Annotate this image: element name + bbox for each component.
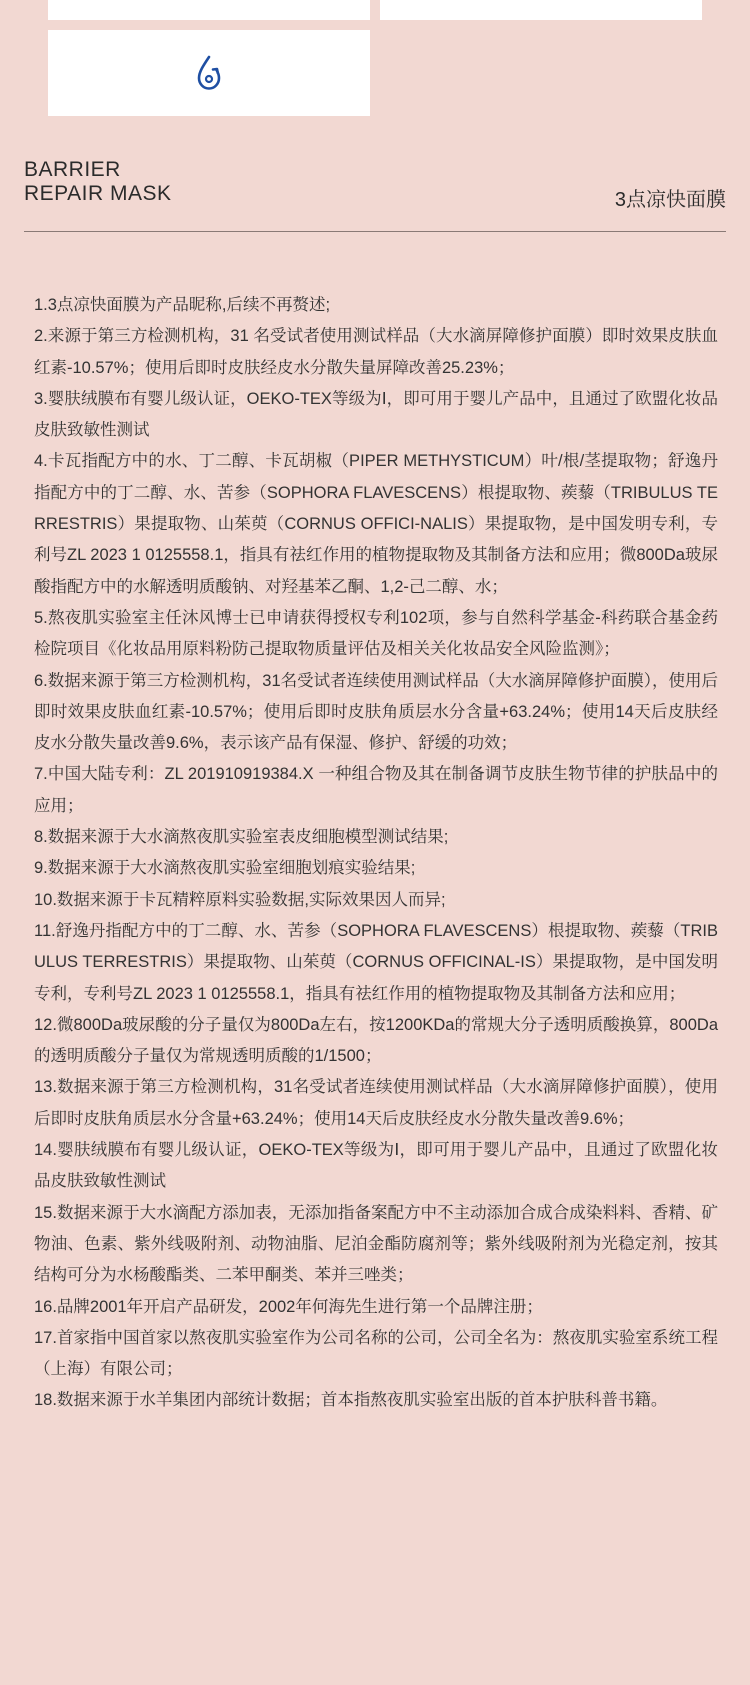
water-drop-refresh-icon xyxy=(194,54,224,92)
product-card-top-right xyxy=(380,0,702,20)
footnote-item: 8.数据来源于大水滴熬夜肌实验室表皮细胞模型测试结果; xyxy=(34,828,449,847)
footnote-item: 14.婴肤绒膜布有婴儿级认证，OEKO-TEX等级为Ⅰ，即可用于婴儿产品中，且通过了欧盟化妆品皮肤致敏性测试 xyxy=(34,1141,718,1191)
product-name: 3点凉快面膜 xyxy=(614,189,726,211)
footnote-item: 5.熬夜肌实验室主任沐风博士已申请获得授权专利102项，参与自然科学基金-科药联合基金药检院项目《化妆品用原料粉防己提取物质量评估及相关关化妆品安全风险监测》； xyxy=(34,608,718,659)
footnote-item: 12.微800Da玻尿酸的分子量仅为800Da左右，按1200KDa的常规大分子透明质酸换算，800Da的透明质酸分子量仅为常规透明质酸的1/1500； xyxy=(34,1015,718,1066)
footnote-item: 1.3点凉快面膜为产品昵称,后续不再赘述; xyxy=(34,296,331,314)
footnote-item: 11.舒逸丹指配方中的丁二醇、水、苦参（SOPHORA FLAVESCENS）根提取物、蒺藜（TRIBULUS TERRESTRIS）果提取物、山茱萸（CORNUS OFFICINAL-IS）果提取物，是中国发明专利，专利号ZL 2023 1 0125558.1，指具有祛红作用的植物提取物及其制备方法和应用； xyxy=(34,921,718,1003)
brand-title-line1: BARRIER xyxy=(24,158,121,181)
footnote-item: 13.数据来源于第三方检测机构，31名受试者连续使用测试样品（大水滴屏障修护面膜），使用后即时皮肤角质层水分含量+63.24%；使用14天后皮肤经皮水分散失量改善9.6%； xyxy=(34,1078,718,1128)
brand-title-line2: REPAIR MASK xyxy=(24,182,172,205)
footnote-item: 16.品牌2001年开启产品研发，2002年何海先生进行第一个品牌注册； xyxy=(34,1297,543,1316)
footnote-item: 4.卡瓦指配方中的水、丁二醇、卡瓦胡椒（PIPER METHYSTICUM）叶/根/茎提取物；舒逸丹指配方中的丁二醇、水、苦参（SOPHORA FLAVESCENS）根提取物、蒺藜（TRIBULUS TERRESTRIS）果提取物、山茱萸（CORNUS OFFICI-NALIS）果提取物，是中国发明专利，专利号ZL 2023 1 0125558.1，指具有祛红作用的植物提取物及其制备方法和应用；微800Da玻尿酸指配方中的水解透明质酸钠、对羟基苯乙酮、1,2-己二醇、水； xyxy=(34,452,718,596)
footnote-item: 17.首家指中国首家以熬夜肌实验室作为公司名称的公司，公司全名为：熬夜肌实验室系统工程（上海）有限公司； xyxy=(34,1328,718,1379)
footnote-item: 3.婴肤绒膜布有婴儿级认证，OEKO-TEX等级为Ⅰ，即可用于婴儿产品中，且通过了欧盟化妆品皮肤致敏性测试 xyxy=(34,389,718,440)
footnote-item: 9.数据来源于大水滴熬夜肌实验室细胞划痕实验结果; xyxy=(34,859,416,878)
footnote-item: 6.数据来源于第三方检测机构，31名受试者连续使用测试样品（大水滴屏障修护面膜），使用后即时效果皮肤血红素-10.57%；使用后即时皮肤角质层水分含量+63.24%；使用14天后皮肤经皮水分散失量改善9.6%，表示该产品有保湿、修护、舒缓的功效； xyxy=(34,671,718,753)
brand-title xyxy=(24,158,171,206)
product-card-top-left xyxy=(48,0,370,20)
footnote-item: 2.来源于第三方检测机构，31 名受试者使用测试样品（大水滴屏障修护面膜）即时效果皮肤血红素-10.57%；使用后即时皮肤经皮水分散失量屏障改善25.23%； xyxy=(34,327,718,377)
footnotes-list xyxy=(34,290,718,1417)
product-card-icon xyxy=(48,30,370,116)
header-divider xyxy=(24,231,726,232)
footnote-item: 7.中国大陆专利：ZL 201910919384.X 一种组合物及其在制备调节皮肤生物节律的护肤品中的应用； xyxy=(34,765,718,815)
footnote-item: 15.数据来源于大水滴配方添加表，无添加指备案配方中不主动添加合成合成染料料、香精、矿物油、色素、紫外线吸附剂、动物油脂、尼泊金酯防腐剂等；紫外线吸附剂为光稳定剂，按其结构可分为水杨酸酯类、二苯甲酮类、苯并三唑类； xyxy=(34,1203,718,1285)
footnote-item: 18.数据来源于水羊集团内部统计数据；首本指熬夜肌实验室出版的首本护肤科普书籍。 xyxy=(34,1391,668,1410)
footnote-item: 10.数据来源于卡瓦精粹原料实验数据,实际效果因人而异; xyxy=(34,890,446,909)
